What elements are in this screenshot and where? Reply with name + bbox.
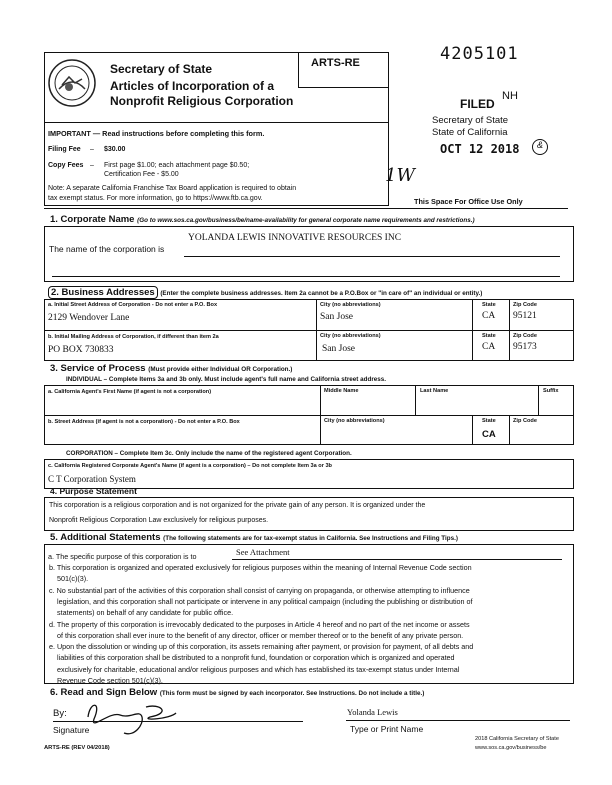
- mailing-address-value[interactable]: PO BOX 730833: [48, 345, 114, 355]
- filed-initials: NH: [502, 90, 518, 102]
- statement-line: d. The property of this corporation is irrevocably dedicated to the purposes in Article 4 hereof and no part of the net income or assets: [49, 619, 470, 629]
- mailing-address-label: b. Initial Mailing Address of Corporation, if different than item 2a: [48, 334, 219, 340]
- filed-mark: &: [532, 139, 548, 155]
- note-1: Note: A separate California Franchise Tax Board application is required to obtain: [48, 185, 297, 192]
- agent-suffix-label: Suffix: [543, 388, 559, 394]
- corporate-agent-value[interactable]: C T Corporation System: [48, 474, 136, 484]
- agent-last-name-label: Last Name: [420, 388, 449, 394]
- col-divider: [509, 299, 510, 361]
- agent-first-name-label: a. California Agent's First Name (if agent is not a corporation): [48, 389, 212, 395]
- section-4-heading: 4. Purpose Statement: [50, 486, 137, 496]
- purpose-line-1: This corporation is a religious corporation and is not organized for the private gain of any person. It is organized under the: [49, 502, 426, 509]
- row-divider: [44, 330, 574, 331]
- filing-fee: $30.00: [104, 146, 126, 153]
- city-value[interactable]: San Jose: [322, 344, 355, 354]
- form-revision: ARTS-RE (REV 04/2018): [44, 745, 110, 751]
- agent-middle-name-label: Middle Name: [324, 388, 359, 394]
- col-divider: [316, 299, 317, 361]
- statement-line: liabilities of this corporation shall be distributed to a nonprofit fund, foundation or corporation which is organized and operated: [57, 653, 455, 663]
- office-caption: This Space For Office Use Only: [414, 197, 523, 206]
- agent-state-label: State: [482, 418, 496, 424]
- handwritten-mark: 1W: [385, 165, 415, 186]
- statement-line: Revenue Code section 501(c)(3).: [57, 676, 163, 685]
- copyright: 2018 California Secretary of State: [475, 736, 559, 742]
- statement-line: of this corporation shall ever inure to the benefit of any director, officer or member thereof or to the benefit of any private person.: [57, 630, 464, 640]
- zip-label: Zip Code: [513, 302, 537, 308]
- dash: –: [90, 146, 94, 153]
- form-title-1: Articles of Incorporation of a: [110, 79, 275, 93]
- footer-url: www.sos.ca.gov/business/be: [475, 745, 547, 751]
- state-value[interactable]: CA: [482, 342, 496, 352]
- agent-zip-label: Zip Code: [513, 418, 537, 424]
- signature-image: [80, 697, 180, 737]
- city-label: City (no abbreviations): [320, 333, 381, 339]
- zip-value[interactable]: 95121: [513, 311, 537, 321]
- form-title-2: Nonprofit Religious Corporation: [110, 94, 294, 108]
- note-2: tax exempt status. For more information, go to https://www.ftb.ca.gov.: [48, 195, 263, 202]
- agent-state-value: CA: [482, 429, 496, 440]
- street-address-value[interactable]: 2129 Wendover Lane: [48, 313, 130, 323]
- agency-title: Secretary of State: [110, 62, 213, 76]
- col-divider: [320, 385, 321, 445]
- state-value[interactable]: CA: [482, 311, 496, 321]
- purpose-line: [232, 559, 562, 560]
- filed-date: OCT 12 2018: [440, 142, 520, 156]
- col-divider: [415, 385, 416, 415]
- city-value[interactable]: San Jose: [320, 312, 353, 322]
- file-number: 4205101: [440, 44, 519, 64]
- specific-purpose-label: a. The specific purpose of this corporation is to: [48, 552, 197, 561]
- section-3-heading: 3. Service of Process (Must provide either Individual OR Corporation.): [50, 363, 293, 374]
- office-line-2: State of California: [432, 127, 508, 138]
- corporate-agent-label: c. California Registered Corporate Agent's Name (if agent is a corporation) – Do not complete Item 3a or 3b: [48, 463, 332, 469]
- state-label: State: [482, 302, 496, 308]
- statement-line: 501(c)(3).: [57, 574, 89, 584]
- divider: [44, 122, 389, 123]
- corporate-name-value[interactable]: YOLANDA LEWIS INNOVATIVE RESOURCES INC: [188, 233, 402, 243]
- corporation-instructions: CORPORATION – Complete Item 3c. Only include the name of the registered agent Corporation.: [66, 450, 352, 457]
- section-5-heading: 5. Additional Statements (The following statements are for tax-exempt status in California. See Instructions and Filing Tips.): [50, 532, 458, 543]
- agent-street-label: b. Street Address (if agent is not a corporation) - Do not enter a P.O. Box: [48, 419, 240, 425]
- col-divider: [509, 415, 510, 445]
- form-code: ARTS-RE: [311, 57, 360, 69]
- agent-city-label: City (no abbreviations): [324, 418, 385, 424]
- office-line-1: Secretary of State: [432, 115, 509, 126]
- signature-line: [53, 721, 303, 722]
- zip-value[interactable]: 95173: [513, 342, 537, 352]
- state-label: State: [482, 333, 496, 339]
- filed-stamp: FILED: [460, 97, 495, 111]
- purpose-line-2: Nonprofit Religious Corporation Law exclusively for religious purposes.: [49, 517, 269, 524]
- statement-line: legislation, and this corporation shall not participate or intervene in any political campaign (including the publishing or distribution of: [57, 596, 473, 606]
- filing-fee-label: Filing Fee: [48, 146, 81, 153]
- important-note: IMPORTANT — Read instructions before completing this form.: [48, 129, 265, 138]
- dash: –: [90, 162, 94, 169]
- by-label: By:: [53, 708, 67, 719]
- copy-fees-label: Copy Fees: [48, 162, 84, 169]
- name-line: [184, 256, 560, 257]
- signature-label: Signature: [53, 725, 90, 735]
- city-label: City (no abbreviations): [320, 302, 381, 308]
- section-6-heading: 6. Read and Sign Below (This form must be signed by each incorporator. See Instructions. Do not include a title.): [50, 687, 425, 698]
- corporate-name-label: The name of the corporation is: [49, 244, 165, 254]
- name-line-2: [52, 276, 560, 277]
- copy-fees-1: First page $1.00; each attachment page $0.50;: [104, 162, 250, 169]
- col-divider: [472, 415, 473, 445]
- printed-name-value[interactable]: Yolanda Lewis: [347, 707, 398, 717]
- printed-name-label: Type or Print Name: [350, 724, 424, 734]
- copy-fees-2: Certification Fee - $5.00: [104, 171, 179, 178]
- zip-label: Zip Code: [513, 333, 537, 339]
- state-seal-icon: [47, 57, 97, 109]
- individual-instructions: INDIVIDUAL – Complete Items 3a and 3b only. Must include agent's full name and California street address.: [66, 376, 387, 383]
- statement-line: e. Upon the dissolution or winding up of this corporation, its assets remaining after payment, or provision for payment, of all debts and: [49, 642, 474, 652]
- specific-purpose-value[interactable]: See Attachment: [236, 547, 290, 557]
- row-divider: [44, 415, 574, 416]
- col-divider: [472, 299, 473, 361]
- section-1-heading: 1. Corporate Name (Go to www.sos.ca.gov/business/be/name-availability for general corporate name requirements and restrictions.): [50, 214, 475, 225]
- section-2-heading: 2. Business Addresses (Enter the complete business addresses. Item 2a cannot be a P.O.Box or "in care of" an individual or entity.): [48, 287, 482, 298]
- col-divider: [538, 385, 539, 415]
- statement-line: b. This corporation is organized and operated exclusively for religious purposes within the meaning of Internal Revenue Code section: [49, 563, 472, 572]
- header-rule: [44, 208, 568, 209]
- printed-name-line: [346, 720, 570, 721]
- statement-line: statements) on behalf of any candidate for public office.: [57, 608, 234, 618]
- street-address-label: a. Initial Street Address of Corporation - Do not enter a P.O. Box: [48, 302, 218, 308]
- statement-line: exclusively for charitable, educational and/or religious purposes and which has established its tax-exempt status under Internal: [57, 664, 460, 674]
- statement-line: c. No substantial part of the activities of this corporation shall consist of carrying on propaganda, or otherwise attempting to influence: [49, 585, 470, 595]
